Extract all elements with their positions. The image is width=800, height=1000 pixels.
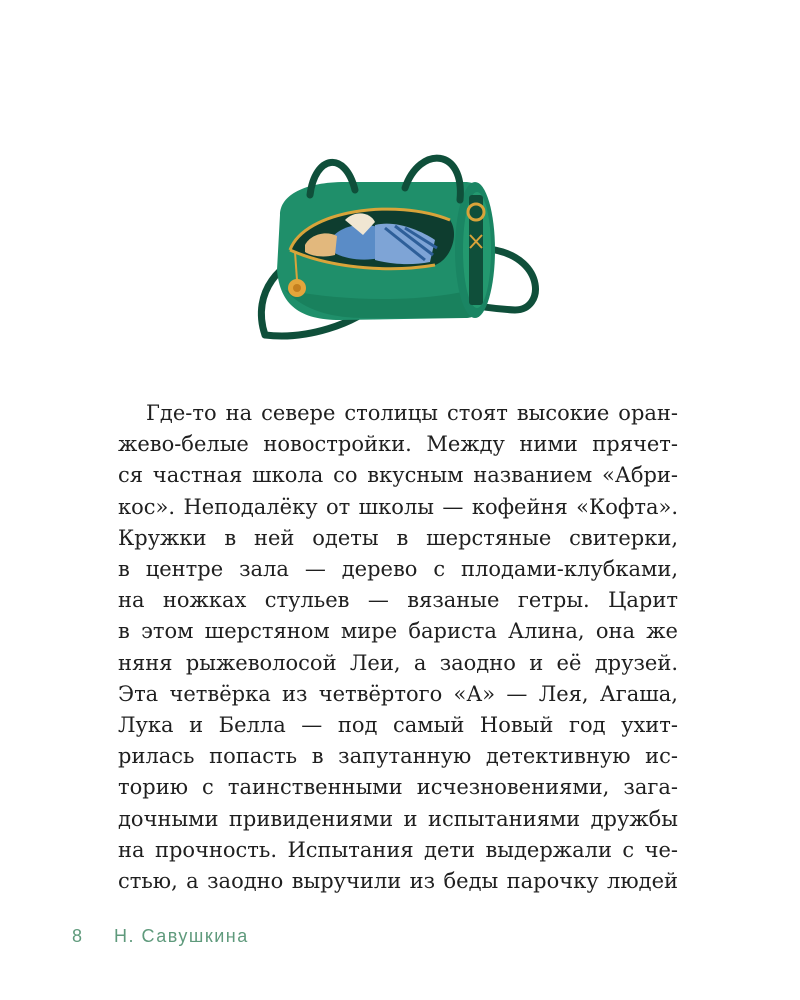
text-line: Эта четвёрка из четвёртого «А» — Лея, Агаша, [118, 681, 678, 706]
body-paragraph [118, 398, 678, 897]
text-line: рилась попасть в запутанную детективную ис- [118, 744, 678, 769]
text-line: на ножках стульев — вязаные гетры. Царит [118, 588, 678, 613]
text-line: Кружки в ней одеты в шерстяные свитерки, [118, 525, 678, 550]
text-line: няня рыжеволосой Леи, а заодно и её друзей. [118, 650, 678, 675]
duffel-bag-illustration [245, 140, 545, 360]
text-line: торию с таинственными исчезновениями, зага- [118, 775, 678, 800]
author-name: Н. Савушкина [114, 926, 249, 946]
text-line: ся частная школа со вкусным названием «Абри- [118, 463, 678, 488]
text-line: кос». Неподалёку от школы — кофейня «Кофта». [118, 494, 678, 519]
text-line: Лука и Белла — под самый Новый год ухит- [118, 713, 678, 738]
text-line: дочными привидениями и испытаниями дружбы [118, 806, 678, 831]
text-line: на прочность. Испытания дети выдержали с че- [118, 837, 678, 862]
text-line: в этом шерстяном мире бариста Алина, она же [118, 619, 678, 644]
text-line: Где-то на севере столицы стоят высокие оран- [146, 401, 678, 425]
text-line: жево-белые новостройки. Между ними прячет- [118, 432, 678, 457]
text-line: в центре зала — дерево с плодами-клубками, [118, 557, 678, 582]
page-footer [72, 926, 249, 947]
text-line: стью, а заодно выручили из беды парочку людей [118, 869, 678, 894]
page-number: 8 [72, 926, 84, 946]
